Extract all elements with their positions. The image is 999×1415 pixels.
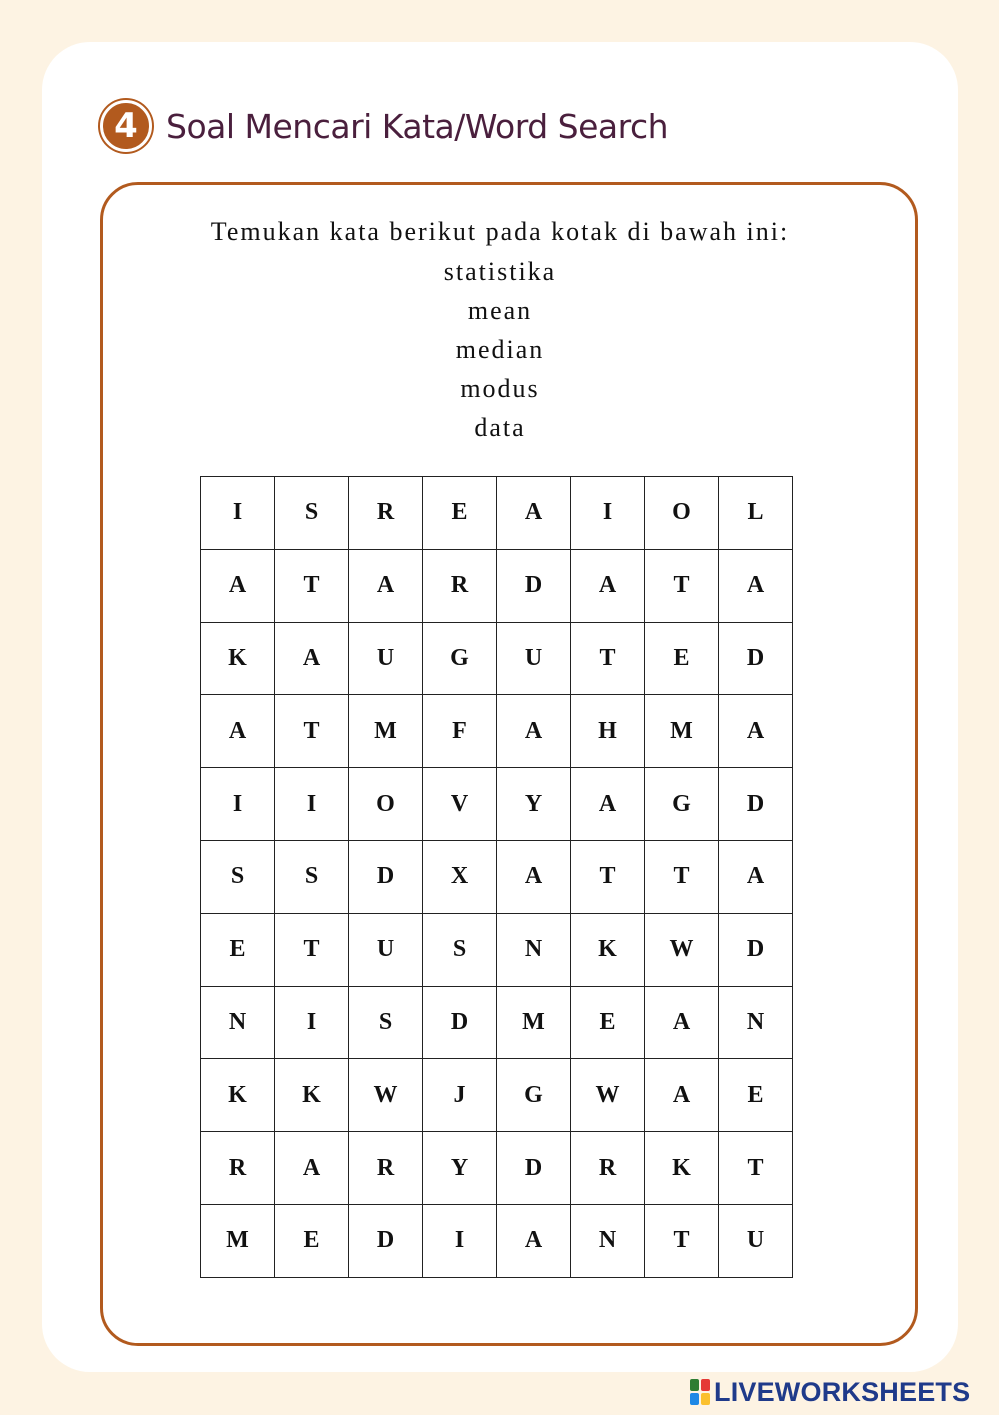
- grid-cell[interactable]: G: [645, 768, 719, 841]
- grid-cell[interactable]: N: [497, 913, 571, 986]
- grid-cell[interactable]: A: [571, 549, 645, 622]
- grid-cell[interactable]: A: [275, 622, 349, 695]
- grid-cell[interactable]: A: [645, 1059, 719, 1132]
- logo-square: [690, 1393, 699, 1405]
- grid-cell[interactable]: E: [423, 477, 497, 550]
- grid-cell[interactable]: S: [423, 913, 497, 986]
- grid-cell[interactable]: E: [719, 1059, 793, 1132]
- grid-cell[interactable]: U: [719, 1204, 793, 1277]
- grid-cell[interactable]: D: [349, 1204, 423, 1277]
- grid-cell[interactable]: A: [719, 840, 793, 913]
- grid-cell[interactable]: V: [423, 768, 497, 841]
- grid-cell[interactable]: N: [201, 986, 275, 1059]
- grid-cell[interactable]: A: [201, 549, 275, 622]
- grid-cell[interactable]: E: [645, 622, 719, 695]
- grid-cell[interactable]: R: [349, 1132, 423, 1205]
- grid-cell[interactable]: S: [275, 477, 349, 550]
- logo-square: [701, 1393, 710, 1405]
- grid-cell[interactable]: U: [497, 622, 571, 695]
- grid-cell[interactable]: M: [349, 695, 423, 768]
- grid-row: [201, 695, 793, 768]
- word-list-item: mean: [467, 296, 533, 325]
- grid-row: [201, 1132, 793, 1205]
- grid-cell[interactable]: N: [571, 1204, 645, 1277]
- grid-row: [201, 622, 793, 695]
- grid-cell[interactable]: T: [645, 549, 719, 622]
- grid-cell[interactable]: M: [201, 1204, 275, 1277]
- grid-cell[interactable]: W: [349, 1059, 423, 1132]
- grid-cell[interactable]: J: [423, 1059, 497, 1132]
- grid-cell[interactable]: R: [571, 1132, 645, 1205]
- section-title: Soal Mencari Kata/Word Search: [166, 106, 669, 146]
- question-number-badge: 4: [100, 100, 152, 152]
- grid-cell[interactable]: E: [571, 986, 645, 1059]
- grid-cell[interactable]: A: [497, 477, 571, 550]
- word-list-item: statistika: [443, 257, 557, 286]
- grid-row: [201, 477, 793, 550]
- grid-cell[interactable]: T: [719, 1132, 793, 1205]
- grid-cell[interactable]: W: [645, 913, 719, 986]
- grid-cell[interactable]: T: [275, 913, 349, 986]
- liveworksheets-logo-icon: [690, 1379, 710, 1405]
- grid-cell[interactable]: E: [275, 1204, 349, 1277]
- word-list-item: data: [474, 413, 526, 442]
- grid-cell[interactable]: A: [349, 549, 423, 622]
- word-list: [100, 252, 900, 447]
- grid-cell[interactable]: S: [349, 986, 423, 1059]
- grid-cell[interactable]: R: [201, 1132, 275, 1205]
- grid-cell[interactable]: S: [275, 840, 349, 913]
- grid-cell[interactable]: T: [645, 840, 719, 913]
- grid-cell[interactable]: K: [571, 913, 645, 986]
- grid-row: [201, 1204, 793, 1277]
- grid-cell[interactable]: K: [275, 1059, 349, 1132]
- grid-cell[interactable]: R: [349, 477, 423, 550]
- grid-row: [201, 549, 793, 622]
- grid-cell[interactable]: D: [423, 986, 497, 1059]
- brand-name: LIVEWORKSHEETS: [714, 1376, 971, 1407]
- grid-cell[interactable]: S: [201, 840, 275, 913]
- grid-cell[interactable]: A: [719, 695, 793, 768]
- grid-cell[interactable]: I: [201, 477, 275, 550]
- grid-cell[interactable]: M: [497, 986, 571, 1059]
- grid-cell[interactable]: T: [571, 622, 645, 695]
- grid-cell[interactable]: M: [645, 695, 719, 768]
- grid-cell[interactable]: T: [571, 840, 645, 913]
- grid-cell[interactable]: K: [645, 1132, 719, 1205]
- grid-cell[interactable]: I: [423, 1204, 497, 1277]
- grid-cell[interactable]: D: [497, 549, 571, 622]
- grid-cell[interactable]: D: [497, 1132, 571, 1205]
- liveworksheets-brand: [690, 1376, 970, 1408]
- grid-row: [201, 840, 793, 913]
- grid-cell[interactable]: U: [349, 913, 423, 986]
- grid-cell[interactable]: L: [719, 477, 793, 550]
- grid-cell[interactable]: Y: [423, 1132, 497, 1205]
- grid-cell[interactable]: A: [497, 1204, 571, 1277]
- grid-cell[interactable]: A: [719, 549, 793, 622]
- grid-cell[interactable]: H: [571, 695, 645, 768]
- word-list-item: modus: [460, 374, 540, 403]
- grid-cell[interactable]: A: [275, 1132, 349, 1205]
- grid-cell[interactable]: O: [645, 477, 719, 550]
- grid-cell[interactable]: T: [275, 549, 349, 622]
- grid-cell[interactable]: N: [719, 986, 793, 1059]
- grid-cell[interactable]: D: [719, 622, 793, 695]
- word-search-grid: [200, 476, 793, 1278]
- word-list-item: median: [455, 335, 545, 364]
- grid-cell[interactable]: K: [201, 1059, 275, 1132]
- instructions: [100, 212, 900, 447]
- grid-cell[interactable]: G: [497, 1059, 571, 1132]
- grid-cell[interactable]: T: [275, 695, 349, 768]
- logo-square: [690, 1379, 699, 1391]
- logo-square: [701, 1379, 710, 1391]
- grid-cell[interactable]: Y: [497, 768, 571, 841]
- grid-cell[interactable]: A: [645, 986, 719, 1059]
- grid-cell[interactable]: G: [423, 622, 497, 695]
- grid-cell[interactable]: F: [423, 695, 497, 768]
- grid-cell[interactable]: I: [571, 477, 645, 550]
- grid-row: [201, 986, 793, 1059]
- grid-cell[interactable]: I: [201, 768, 275, 841]
- grid-cell[interactable]: E: [201, 913, 275, 986]
- section-header: [100, 100, 668, 152]
- grid-cell[interactable]: W: [571, 1059, 645, 1132]
- grid-cell[interactable]: D: [349, 840, 423, 913]
- grid-row: [201, 768, 793, 841]
- grid-cell[interactable]: O: [349, 768, 423, 841]
- grid-cell[interactable]: A: [497, 840, 571, 913]
- grid-cell[interactable]: K: [201, 622, 275, 695]
- grid-cell[interactable]: A: [201, 695, 275, 768]
- grid-cell[interactable]: X: [423, 840, 497, 913]
- grid-cell[interactable]: I: [275, 986, 349, 1059]
- grid-cell[interactable]: D: [719, 913, 793, 986]
- grid-cell[interactable]: A: [497, 695, 571, 768]
- grid-row: [201, 913, 793, 986]
- grid-cell[interactable]: U: [349, 622, 423, 695]
- grid-cell[interactable]: A: [571, 768, 645, 841]
- instruction-prompt: Temukan kata berikut pada kotak di bawah ini:: [210, 217, 790, 246]
- grid-cell[interactable]: D: [719, 768, 793, 841]
- grid-row: [201, 1059, 793, 1132]
- grid-cell[interactable]: I: [275, 768, 349, 841]
- grid-cell[interactable]: T: [645, 1204, 719, 1277]
- grid-cell[interactable]: R: [423, 549, 497, 622]
